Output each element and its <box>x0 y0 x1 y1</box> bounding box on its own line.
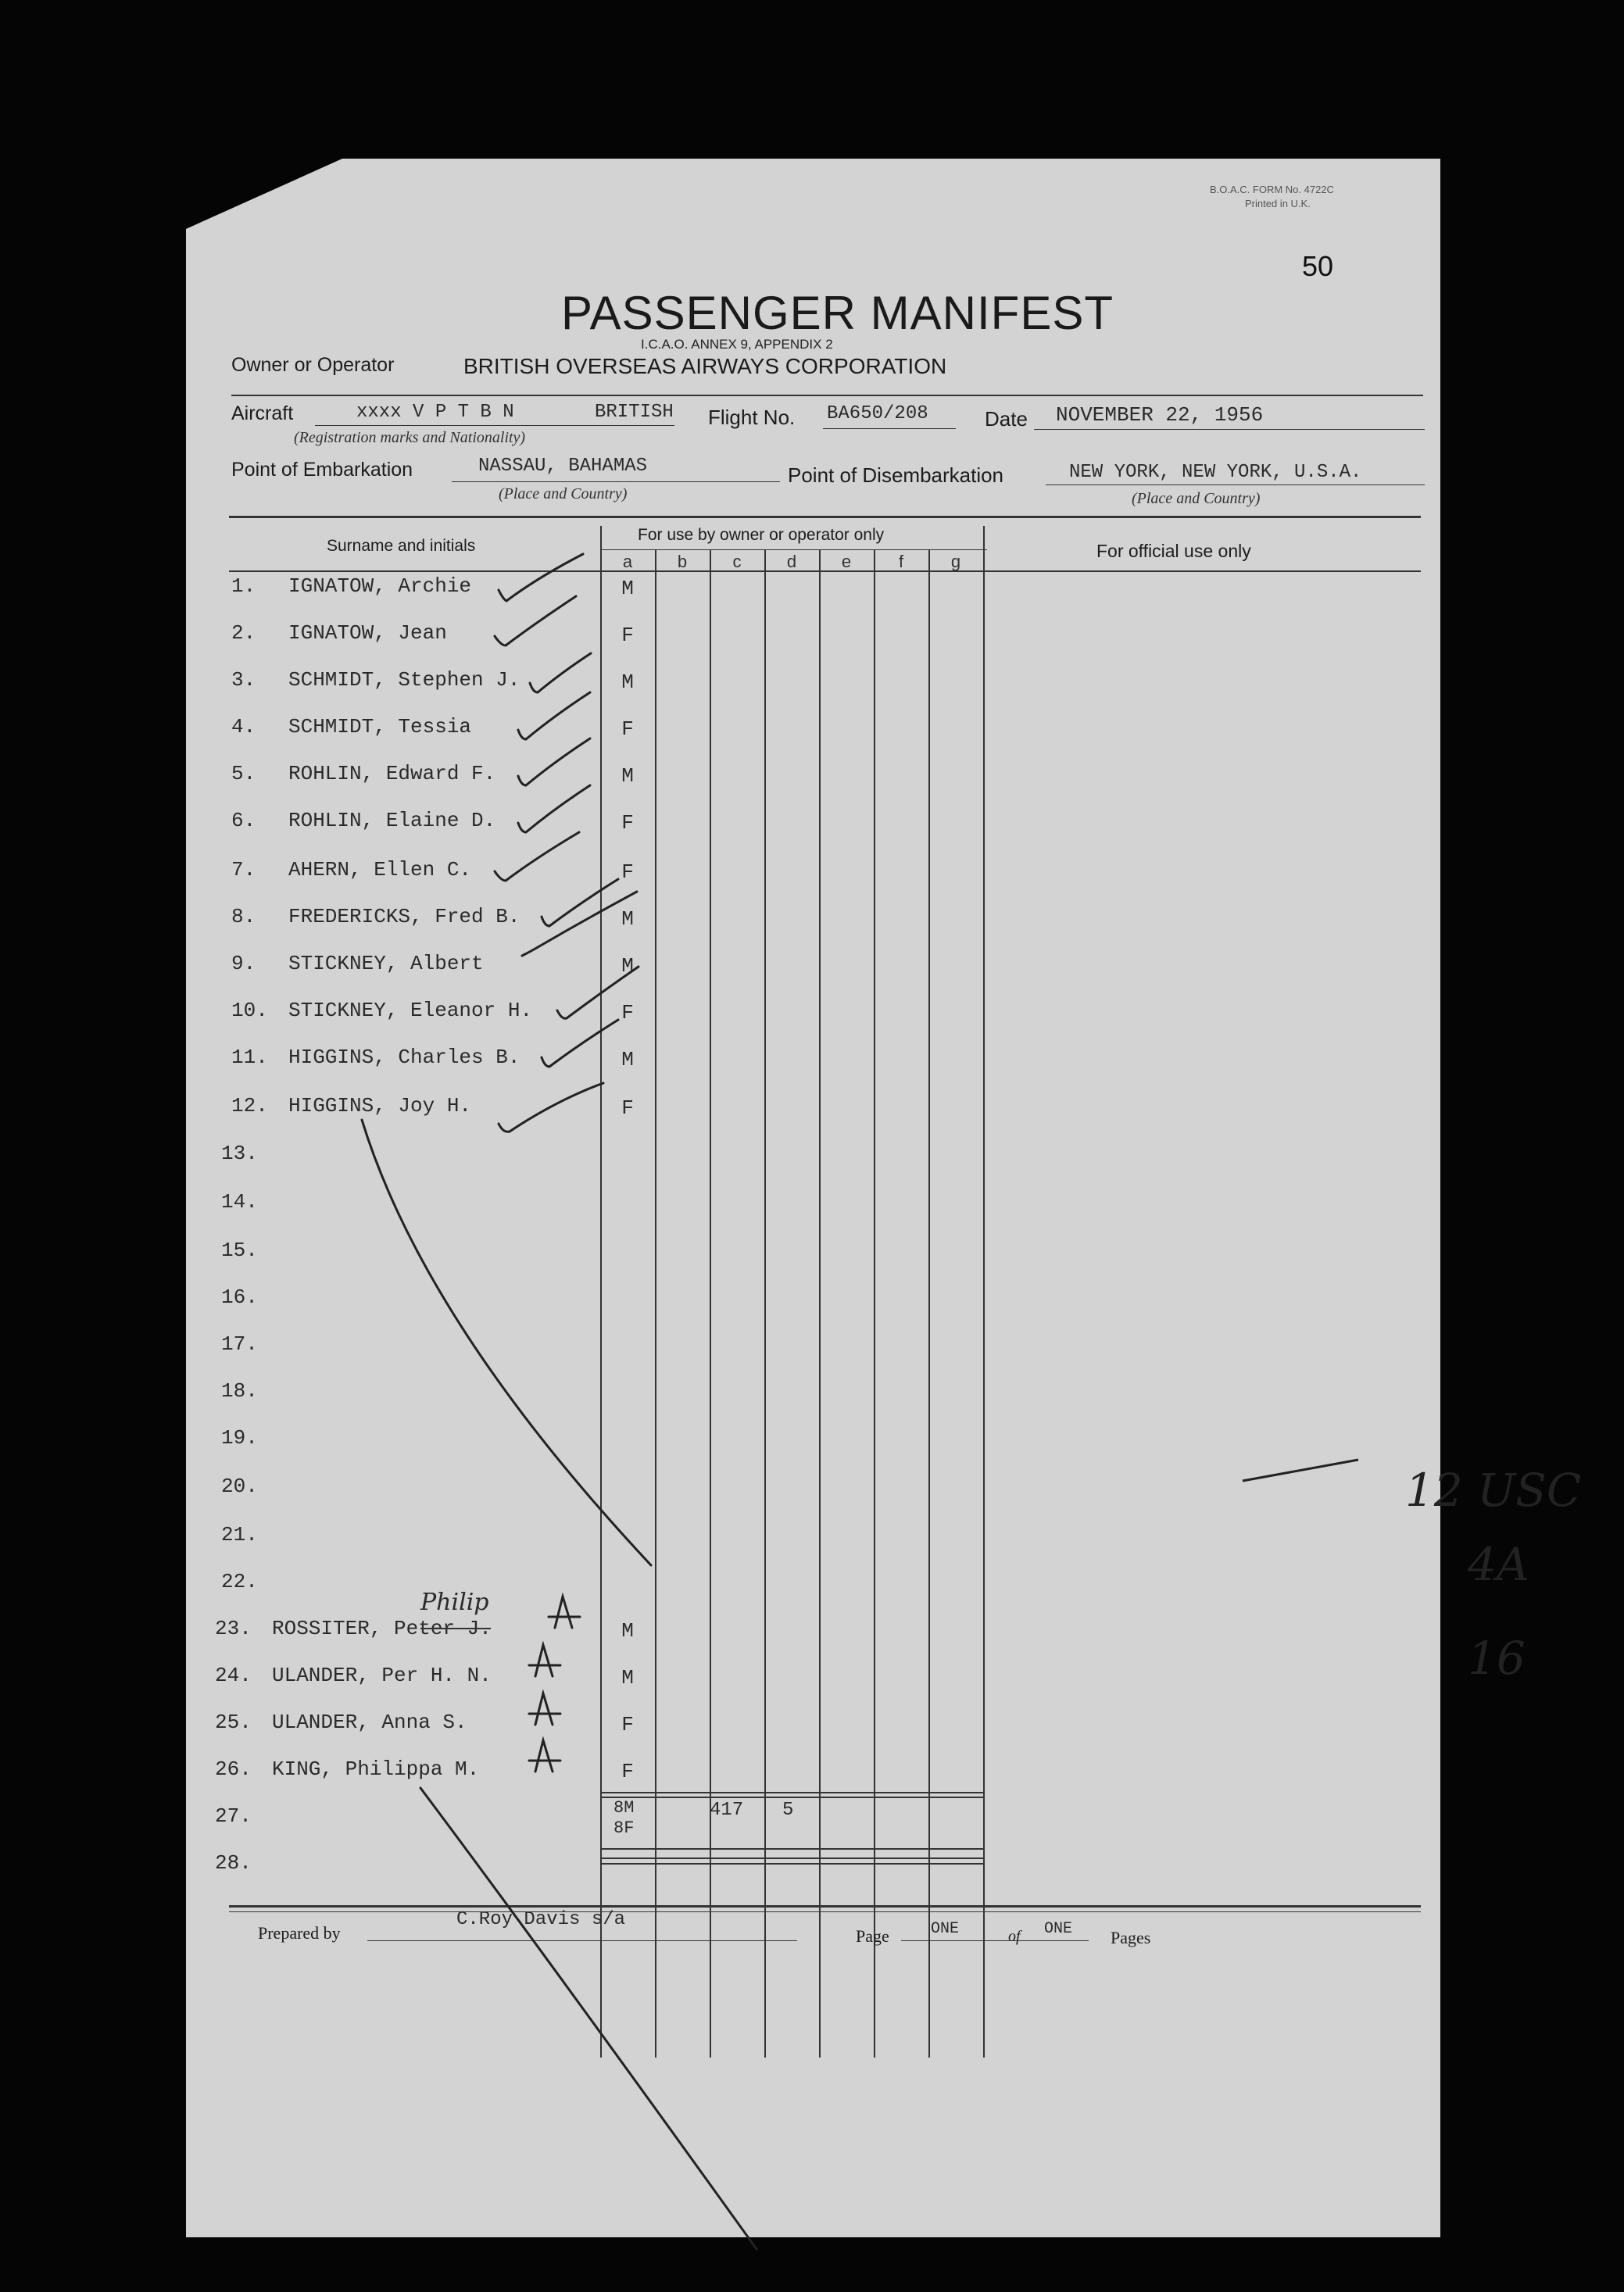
passenger-name: HIGGINS, Joy H. <box>288 1094 472 1117</box>
row-number: 17. <box>221 1332 258 1356</box>
row-number: 3. <box>231 668 256 692</box>
official-a-mark <box>529 1645 560 1676</box>
passenger-name: STICKNEY, Eleanor H. <box>288 999 533 1022</box>
row-number: 13. <box>221 1142 258 1165</box>
check-mark <box>542 879 618 926</box>
sub-column-a: a <box>622 552 633 571</box>
passenger-name: AHERN, Ellen C. <box>288 858 472 881</box>
tally-line-3: 16 <box>1468 1632 1526 1685</box>
passenger-sex: F <box>621 860 634 884</box>
row-number: 4. <box>231 715 256 738</box>
embark-value: NASSAU, BAHAMAS <box>478 456 648 477</box>
passenger-name: ROHLIN, Elaine D. <box>288 809 496 832</box>
sub-column-c: c <box>732 552 742 571</box>
passenger-name: ULANDER, Anna S. <box>272 1711 467 1734</box>
disembark-value: NEW YORK, NEW YORK, U.S.A. <box>1069 462 1362 483</box>
flight-value: BA650/208 <box>827 403 928 424</box>
row-number: 18. <box>221 1379 258 1403</box>
disembark-caption: (Place and Country) <box>1132 490 1261 507</box>
row-number: 1. <box>231 574 256 598</box>
row-number: 22. <box>221 1570 258 1593</box>
form-code: B.O.A.C. FORM No. 4722C <box>1210 184 1334 195</box>
official-a-mark <box>529 1740 560 1772</box>
passenger-sex: F <box>621 717 634 741</box>
row-number: 12. <box>231 1094 268 1117</box>
passenger-sex: M <box>621 764 634 788</box>
row-number: 27. <box>215 1804 252 1828</box>
passenger-name: ROHLIN, Edward F. <box>288 762 496 785</box>
row-number: 8. <box>231 905 256 928</box>
passenger-name: ULANDER, Per H. N. <box>272 1664 492 1687</box>
check-mark <box>522 892 637 956</box>
col-name-header: Surname and initials <box>327 537 476 555</box>
of-value: ONE <box>1044 1920 1073 1938</box>
passenger-sex: F <box>621 1096 634 1120</box>
check-mark <box>530 653 591 692</box>
tally-fraction-bar <box>1243 1460 1358 1481</box>
printed-in: Printed in U.K. <box>1245 198 1311 209</box>
check-mark <box>499 554 583 601</box>
row-number: 24. <box>215 1664 252 1687</box>
row-number: 5. <box>231 762 256 785</box>
row-number: 16. <box>221 1285 258 1309</box>
aircraft-label: Aircraft <box>231 402 294 424</box>
sub-column-f: f <box>898 552 904 571</box>
passenger-sex: F <box>621 1713 634 1736</box>
correction-note: Philip <box>420 1589 489 1616</box>
date-label: Date <box>985 407 1028 431</box>
row-number: 6. <box>231 809 256 832</box>
aircraft-nationality: BRITISH <box>595 402 674 423</box>
tally-line-1: 12 USC <box>1405 1464 1582 1517</box>
sub-column-b: b <box>677 552 688 571</box>
passenger-sex: F <box>621 811 634 835</box>
check-mark <box>542 1020 618 1067</box>
of-label: of <box>1008 1928 1021 1945</box>
passenger-sex: M <box>621 907 634 931</box>
passenger-sex: M <box>621 1666 634 1690</box>
page-label: Page <box>856 1926 889 1946</box>
check-mark <box>518 738 590 785</box>
row-number: 9. <box>231 952 256 975</box>
total-a-top: 8M <box>613 1798 635 1818</box>
page-value: ONE <box>931 1920 960 1938</box>
total-c: 417 <box>710 1800 744 1821</box>
page-title: PASSENGER MANIFEST <box>561 287 1114 339</box>
row-number: 11. <box>231 1046 268 1069</box>
row-number: 26. <box>215 1757 252 1781</box>
check-mark <box>495 596 576 645</box>
row-number: 2. <box>231 621 256 645</box>
embark-label: Point of Embarkation <box>231 459 413 481</box>
col-official-header: For official use only <box>1096 541 1251 561</box>
passenger-name: SCHMIDT, Tessia <box>288 715 472 738</box>
total-a-bottom: 8F <box>613 1818 635 1838</box>
passenger-sex: F <box>621 1760 634 1783</box>
flight-label: Flight No. <box>708 406 796 429</box>
pen-stroke <box>420 1788 757 2249</box>
page-subtitle: I.C.A.O. ANNEX 9, APPENDIX 2 <box>641 337 833 352</box>
passenger-name: KING, Philippa M. <box>272 1757 480 1781</box>
manifest-page <box>186 159 1582 2237</box>
official-a-mark <box>549 1597 580 1628</box>
check-mark <box>495 832 579 881</box>
row-number: 28. <box>215 1851 252 1875</box>
passenger-name: STICKNEY, Albert <box>288 952 484 975</box>
row-number: 10. <box>231 999 268 1022</box>
aircraft-caption: (Registration marks and Nationality) <box>294 429 526 446</box>
row-number: 7. <box>231 858 256 881</box>
check-mark <box>499 1083 603 1132</box>
aircraft-value: xxxx V P T B N <box>356 402 514 423</box>
tally-line-2: 4A <box>1468 1538 1529 1591</box>
disembark-label: Point of Disembarkation <box>788 463 1004 487</box>
prepared-value: C.Roy Davis s/a <box>456 1909 626 1930</box>
passenger-name: IGNATOW, Archie <box>288 574 472 598</box>
owner-label: Owner or Operator <box>231 354 395 376</box>
row-number: 21. <box>221 1523 258 1546</box>
passenger-name: SCHMIDT, Stephen J. <box>288 668 520 692</box>
pen-stroke <box>362 1120 651 1565</box>
row-number: 14. <box>221 1190 258 1214</box>
prepared-label: Prepared by <box>258 1923 341 1943</box>
check-mark <box>557 967 639 1018</box>
passenger-sex: M <box>621 670 634 694</box>
passenger-sex: M <box>621 1619 634 1643</box>
passenger-sex: M <box>621 577 634 600</box>
passenger-sex: F <box>621 1001 634 1024</box>
date-value: NOVEMBER 22, 1956 <box>1056 403 1264 427</box>
row-number: 25. <box>215 1711 252 1734</box>
row-number: 15. <box>221 1239 258 1262</box>
embark-caption: (Place and Country) <box>499 485 628 502</box>
total-d: 5 <box>782 1800 794 1821</box>
passenger-sex: M <box>621 1048 634 1071</box>
page-mark: 50 <box>1302 250 1334 282</box>
passenger-name: ROSSITER, Peter J. <box>272 1617 492 1640</box>
owner-value: BRITISH OVERSEAS AIRWAYS CORPORATION <box>463 354 947 378</box>
sub-column-d: d <box>786 552 797 571</box>
sub-column-g: g <box>950 552 961 571</box>
passenger-sex: F <box>621 624 634 647</box>
row-number: 20. <box>221 1475 258 1498</box>
check-mark <box>518 692 590 739</box>
row-number: 19. <box>221 1426 258 1450</box>
sub-column-e: e <box>841 552 852 571</box>
row-number: 23. <box>215 1617 252 1640</box>
pen-marks <box>186 159 1440 2237</box>
col-operator-header: For use by owner or operator only <box>638 526 885 544</box>
official-a-mark <box>529 1693 560 1725</box>
check-mark <box>518 785 590 832</box>
pages-label: Pages <box>1111 1928 1151 1947</box>
passenger-name: HIGGINS, Charles B. <box>288 1046 520 1069</box>
passenger-sex: M <box>621 954 634 978</box>
passenger-name: FREDERICKS, Fred B. <box>288 905 520 928</box>
passenger-name: IGNATOW, Jean <box>288 621 447 645</box>
